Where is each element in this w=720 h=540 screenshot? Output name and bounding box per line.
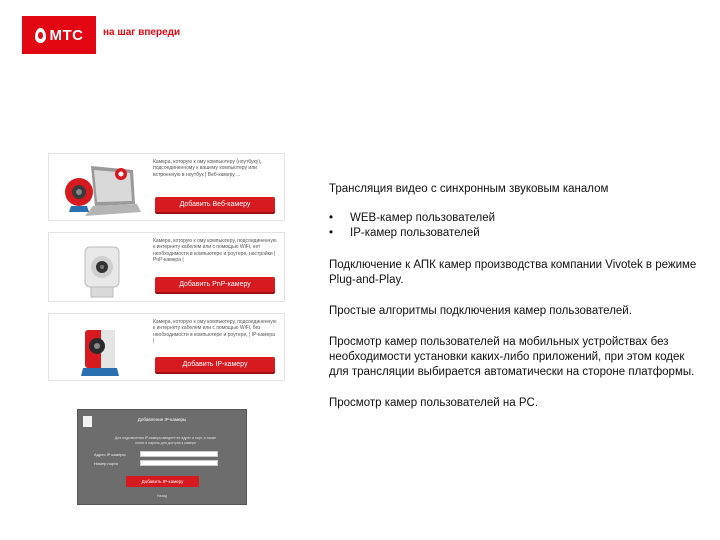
form-info: Для подключения IP-камеры введите ее адрес и порт, а также логин и пароль для доступа к камере [114, 436, 217, 445]
paragraph-vivotek: Подключение к АПК камер производства компании Vivotek в режиме Plug-and-Play. [329, 259, 697, 286]
webcam-description: Камера, которую к ому компьютеру (ноутбуку), подсоединенному к вашему компьютеру или встроенную в ноутбук | Веб-камеру ... [153, 159, 262, 178]
add-ip-camera-form [77, 409, 247, 505]
form-title: Добавление IP-камеры [137, 417, 187, 422]
add-ip-camera-button[interactable]: Добавить IP-камеру [155, 357, 275, 374]
port-label: Номер порта [94, 461, 118, 466]
egg-logo-icon [35, 28, 46, 43]
ip-camera-image [55, 320, 141, 384]
mts-logo [22, 16, 96, 54]
port-input[interactable] [140, 460, 218, 466]
webcam-laptop-image [55, 160, 141, 224]
ip-camera-description: Камера, которую к ому компьютеру, подсоединенную к интернету кабелем или с помощью WiFi, без необходимости в компьютере и роутере, | IP-камера | [153, 319, 277, 344]
back-link[interactable]: Назад [156, 494, 168, 498]
address-label: Адрес IP камеры [94, 452, 126, 457]
add-pnp-camera-button[interactable]: Добавить PnP-камеру [155, 277, 275, 294]
address-input[interactable] [140, 451, 218, 457]
logo-text: МТС [49, 26, 84, 44]
paragraph-mobile-view: Просмотр камер пользователей на мобильных устройствах без необходимости установки каких-либо приложений, при этом кодек для трансляции выбирается автоматически на стороне платформы. [329, 336, 695, 378]
list-item: • WEB-камер пользователей [329, 211, 699, 226]
camera-type-list [329, 211, 699, 241]
paragraph-simple-algorithms: Простые алгоритмы подключения камер пользователей. [329, 305, 632, 317]
content-heading: Трансляция видео с синхронным звуковым каналом [329, 183, 609, 195]
pnp-camera-description: Камера, которую к ому компьютеру, подсоединенную к интернету кабелем или с помощью WiFi, нет необходимости в компьютере и роутере, настройки | PnP-камера | [153, 238, 277, 263]
webcam-panel [48, 153, 285, 221]
ip-camera-panel [48, 313, 285, 381]
slogan: на шаг впереди [103, 27, 181, 38]
add-webcam-button[interactable]: Добавить Веб-камеру [155, 197, 275, 214]
paragraph-pc-view: Просмотр камер пользователей на PC. [329, 397, 539, 409]
pnp-camera-image [55, 239, 141, 303]
list-item: • IP-камер пользователей [329, 226, 699, 241]
pnp-camera-panel [48, 232, 285, 302]
form-add-ip-camera-button[interactable]: Добавить IP-камеру [126, 476, 199, 487]
feature-description [329, 182, 699, 411]
